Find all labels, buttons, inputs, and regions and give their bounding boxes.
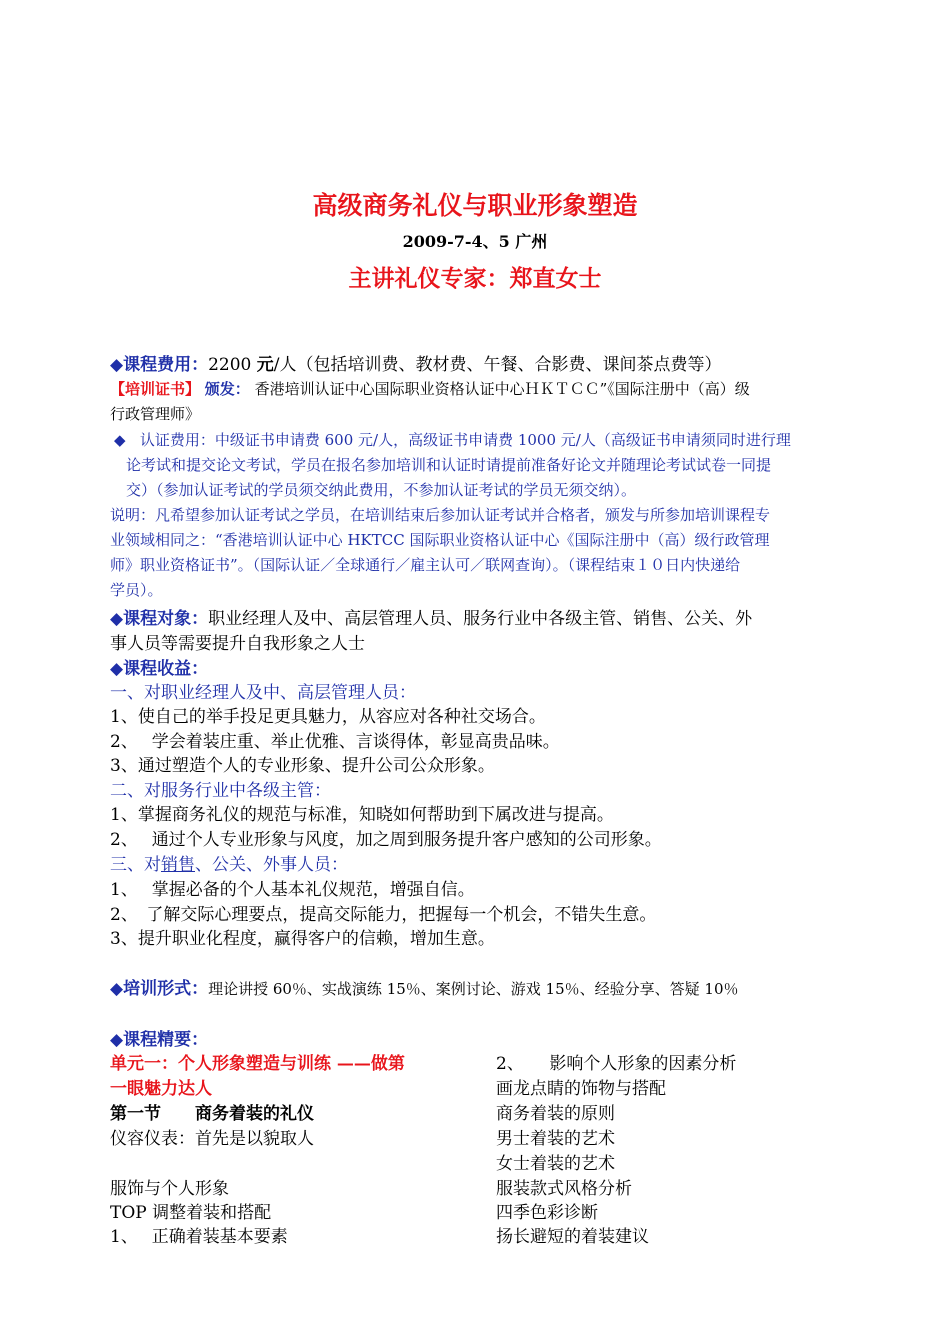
benefits-group3-heading bbox=[110, 850, 348, 875]
note-line-3: 师》职业资格证书”。（国际认证／全球通行／雇主认可／联网查询）。（课程结束１０日内快递给 bbox=[110, 556, 741, 574]
course-date: 2009-7-4、5 广州 bbox=[402, 232, 548, 251]
outline-right-item: 画龙点睛的饰物与搭配 bbox=[496, 1079, 666, 1099]
speaker-line: 主讲礼仪专家：郑直女士 bbox=[348, 265, 602, 292]
audience-text-1: 职业经理人及中、高层管理人员、服务行业中各级主管、销售、公关、外 bbox=[208, 609, 753, 629]
cert-fee-bullet: ◆ bbox=[114, 431, 126, 449]
certificate-text-2: 行政管理师》 bbox=[110, 405, 201, 423]
certificate-text-1: 香港培训认证中心国际职业资格认证中心ＨＫＴＣＣ”《国际注册中（高）级 bbox=[254, 380, 750, 398]
format-label: ◆培训形式： bbox=[110, 979, 209, 999]
format-line bbox=[110, 974, 739, 999]
benefits-group3-item: 2、 了解交际心理要点，提高交际能力，把握每一个机会，不错失生意。 bbox=[110, 905, 657, 925]
audience-line-2: 事人员等需要提升自我形象之人士 bbox=[110, 634, 365, 654]
fee-label: ◆课程费用： bbox=[110, 355, 209, 375]
outline-label: ◆课程精要： bbox=[110, 1030, 209, 1050]
note-line-4: 学员）。 bbox=[110, 581, 163, 599]
section-title: 第一节 商务着装的礼仪 bbox=[110, 1104, 314, 1124]
benefits-group1-item: 2、 学会着装庄重、举止优雅、言谈得体，彰显高贵品味。 bbox=[110, 732, 560, 752]
benefits-label: ◆课程收益： bbox=[110, 659, 209, 679]
benefits-group2-item: 2、 通过个人专业形象与风度，加之周到服务提升客户感知的公司形象。 bbox=[110, 830, 662, 850]
cert-fee-line-3: 交）（参加认证考试的学员须交纳此费用，不参加认证考试的学员无须交纳）。 bbox=[126, 481, 637, 499]
sales-link[interactable]: 销售 bbox=[161, 855, 195, 875]
note-line-2: 业领域相同之：“香港培训认证中心 HKTCC 国际职业资格认证中心《国际注册中（高）级行政管理 bbox=[110, 531, 770, 549]
heading-suffix: 、公关、外事人员： bbox=[195, 855, 348, 875]
format-text: 理论讲授 60％、实战演练 15％、案例讨论、游戏 15％、经验分享、答疑 10％ bbox=[208, 980, 739, 998]
outline-left-item: 1、 正确着装基本要素 bbox=[110, 1227, 288, 1247]
benefits-group1-heading: 一、对职业经理人及中、高层管理人员： bbox=[110, 683, 416, 703]
outline-right-item: 商务着装的原则 bbox=[496, 1104, 615, 1124]
outline-right-item: 2、 影响个人形象的因素分析 bbox=[496, 1054, 737, 1074]
note-line-1: 说明：凡希望参加认证考试之学员，在培训结束后参加认证考试并合格者，颁发与所参加培训课程专 bbox=[110, 506, 771, 524]
page-title: 高级商务礼仪与职业形象塑造 bbox=[312, 191, 638, 220]
fee-line bbox=[110, 350, 721, 375]
outline-right-item: 女士着装的艺术 bbox=[496, 1154, 615, 1174]
fee-detail: /人（包括培训费、教材费、午餐、合影费、课间茶点费等） bbox=[273, 355, 722, 375]
fee-amount: 2200 bbox=[208, 355, 252, 375]
outline-right-item: 扬长避短的着装建议 bbox=[496, 1227, 649, 1247]
benefits-group3-item: 1、 掌握必备的个人基本礼仪规范，增强自信。 bbox=[110, 880, 475, 900]
benefits-group3-item: 3、提升职业化程度，赢得客户的信赖，增加生意。 bbox=[110, 929, 495, 949]
fee-unit: 元 bbox=[256, 355, 274, 375]
audience-line-1 bbox=[110, 604, 752, 629]
certificate-line bbox=[110, 378, 750, 399]
certificate-issuer-label: 颁发： bbox=[204, 380, 250, 398]
outline-left-item: 仪容仪表：首先是以貌取人 bbox=[110, 1129, 314, 1149]
benefits-group1-item: 3、通过塑造个人的专业形象、提升公司公众形象。 bbox=[110, 756, 495, 776]
cert-fee-line-2: 论考试和提交论文考试，学员在报名参加培训和认证时请提前准备好论文并随理论考试试卷一同提 bbox=[126, 456, 772, 474]
certificate-label: 【培训证书】 bbox=[110, 380, 201, 398]
heading-prefix: 三、对 bbox=[110, 855, 161, 875]
benefits-group1-item: 1、使自己的举手投足更具魅力，从容应对各种社交场合。 bbox=[110, 707, 546, 727]
unit-title-line-1: 单元一：个人形象塑造与训练 ——做第 bbox=[110, 1054, 405, 1074]
benefits-group2-item: 1、掌握商务礼仪的规范与标准，知晓如何帮助到下属改进与提高。 bbox=[110, 805, 614, 825]
outline-right-item: 男士着装的艺术 bbox=[496, 1129, 615, 1149]
outline-left-item: 服饰与个人形象 bbox=[110, 1179, 229, 1199]
outline-right-item: 四季色彩诊断 bbox=[496, 1203, 598, 1223]
audience-label: ◆课程对象： bbox=[110, 609, 209, 629]
unit-title-line-2: 一眼魅力达人 bbox=[110, 1079, 212, 1099]
outline-right-item: 服装款式风格分析 bbox=[496, 1179, 632, 1199]
benefits-group2-heading: 二、对服务行业中各级主管： bbox=[110, 781, 331, 801]
outline-left-item: TOP 调整着装和搭配 bbox=[110, 1203, 272, 1223]
cert-fee-text-1: 认证费用：中级证书申请费 600 元/人，高级证书申请费 1000 元/人（高级证书申请须同时进行理 bbox=[139, 431, 791, 449]
cert-fee-line-1 bbox=[114, 429, 791, 450]
